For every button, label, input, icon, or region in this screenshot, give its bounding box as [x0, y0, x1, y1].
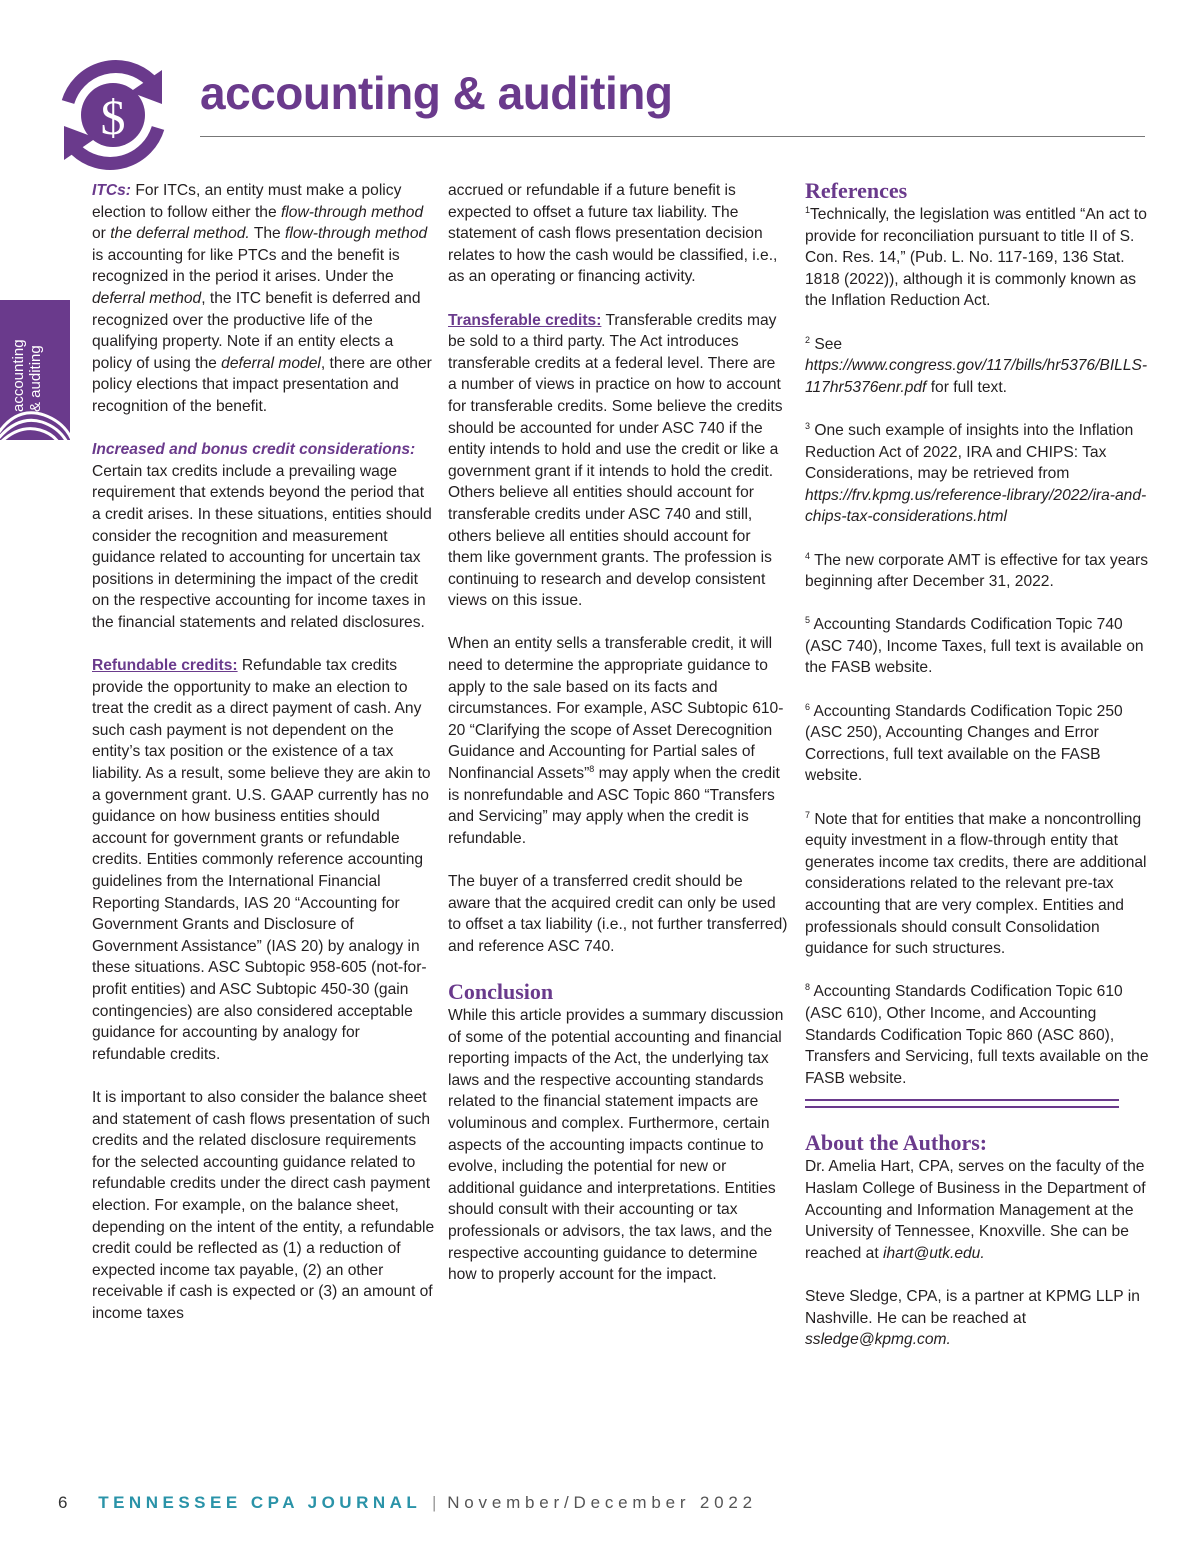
- page-footer: [58, 1493, 757, 1513]
- footnote-2: $^2$ See https://www.congress.gov/117/bills/hr5376/BILLS-117hr5376enr.pdf for full text.: [805, 334, 1148, 396]
- swirl-decoration-icon: [0, 400, 70, 440]
- column-2: [448, 180, 788, 1286]
- authors-heading: About the Authors:: [805, 1130, 988, 1156]
- transferable-credits-paragraph: Transferable credits: Transferable credits may be sold to a third party. The Act introduces transferable credits at a federal level. There are a number of views in practice on how to account for transferable credits. Some believe the credits should be accounted for under ASC 740 if the entity intends to hold and use the credit or like a government grant if it intends to hold the credit. Others believe all entities should account for transferable credits under ASC 740 and still, others believe all entities should account for them like government grants. The profession is continuing to research and develop consistent views on this issue.: [448, 311, 783, 610]
- side-tab-label: accounting & auditing: [10, 339, 44, 412]
- cash-flows-paragraph: accrued or refundable if a future benefit is expected to offset a future tax liability. The statement of cash flows presentation decision relates to how the cash would be classified, i.e., as an operating or financing activity.: [448, 182, 778, 286]
- header-divider: [200, 136, 1145, 137]
- section-side-tab: [0, 300, 70, 440]
- section-divider: [805, 1099, 1119, 1108]
- footnote-8: $^8$ Accounting Standards Codification Topic 610 (ASC 610), Other Income, and Accounting Standards Codification Topic 860 (ASC 860), Transfers and Servicing, full texts available on the FASB website.: [805, 982, 1149, 1087]
- issue-date: November/December 2022: [447, 1493, 757, 1512]
- column-1: [92, 180, 436, 1324]
- bonus-credit-paragraph: Increased and bonus credit considerations: Certain tax credits include a prevailing wage requirement that extends beyond the period that a credit arises. In these situations, entities should consider the recognition and measurement guidance related to accounting for uncertain tax positions in determining the impact of the credit on the respective accounting for income taxes in the financial statements and related disclosures.: [92, 441, 432, 631]
- journal-name: TENNESSEE CPA JOURNAL: [98, 1493, 422, 1512]
- footnote-4: $^4$ The new corporate AMT is effective for tax years beginning after December 31, 2022.: [805, 550, 1149, 591]
- footnote-6: $^6$ Accounting Standards Codification Topic 250 (ASC 250), Accounting Changes and Error Corrections, full text available on the FASB website.: [805, 701, 1123, 785]
- page-title: accounting & auditing: [200, 67, 673, 119]
- footnote-1: $^1$Technically, the legislation was entitled “An act to provide for reconciliation pursuant to title II of S. Con. Res. 14,” (Pub. L. No. 117-169, 136 Stat. 1818 (2022)), although it is commonly known as the Inflation Reduction Act.: [805, 205, 1147, 310]
- buyer-paragraph: The buyer of a transferred credit should be aware that the acquired credit can only be used to offset a tax liability (i.e., not further transferred) and reference ASC 740.: [448, 873, 788, 955]
- kpmg-link[interactable]: https://frv.kpmg.us/reference-library/2022/ira-and-chips-tax-considerations.html: [805, 486, 1147, 526]
- congress-link[interactable]: https://www.congress.gov/117/bills/hr5376/BILLS-117hr5376enr.pdf: [805, 357, 1148, 396]
- page-number: 6: [58, 1493, 68, 1512]
- author-hart: Dr. Amelia Hart, CPA, serves on the faculty of the Haslam College of Business in the Department of Accounting and Information Management at the University of Tennessee, Knoxville. She can be reached at ihart@utk.edu.: [805, 1158, 1146, 1262]
- refundable-credits-paragraph: Refundable credits: Refundable tax credits provide the opportunity to make an election to treat the credit as a direct payment of cash. Any such cash payment is not dependent on the entity’s tax position or the existence of a tax liability. As a result, some believe they are akin to a government grant. U.S. GAAP currently has no guidance on how business entities should account for government grants or refundable credits. Entities commonly reference accounting guidelines from the International Financial Reporting Standards, IAS 20 “Accounting for Government Grants and Disclosure of Government Assistance” (IAS 20) by analogy in these situations. ASC Subtopic 958-605 (not-for-profit entities) and ASC Subtopic 450-30 (gain contingencies) are also considered acceptable guidance for accounting by analogy for refundable credits.: [92, 657, 431, 1063]
- dollar-cycle-icon: [50, 52, 176, 178]
- svg-text:$: $: [100, 89, 126, 145]
- hart-email-link[interactable]: ihart@utk.edu.: [883, 1244, 985, 1262]
- footnote-5: $^5$ Accounting Standards Codification Topic 740 (ASC 740), Income Taxes, full text is available on the FASB website.: [805, 615, 1144, 677]
- itc-paragraph: ITCs: For ITCs, an entity must make a policy election to follow either the flow-through method or the deferral method. The flow-through method is accounting for like PTCs and the benefit is recognized in the period it arises. Under the deferral method, the ITC benefit is deferred and recognized over the productive life of the qualifying property. Note if an entity elects a policy of using the deferral model, there are other policy elections that impact presentation and recognition of the benefit.: [92, 182, 432, 415]
- conclusion-heading: Conclusion: [448, 978, 554, 1004]
- column-3: [805, 180, 1150, 1351]
- author-sledge: Steve Sledge, CPA, is a partner at KPMG LLP in Nashville. He can be reached at ssledge@kpmg.com.: [805, 1287, 1140, 1349]
- sale-paragraph: When an entity sells a transferable credit, it will need to determine the appropriate guidance to apply to the sale based on its facts and circumstances. For example, ASC Subtopic 610-20 “Clarifying the scope of Asset Derecognition Guidance and Accounting for Partial sales of Nonfinancial Assets”$^8$ may apply when the credit is nonrefundable and ASC Topic 860 “Transfers and Servicing” may apply when the credit is refundable.: [448, 635, 784, 847]
- sledge-email-link[interactable]: ssledge@kpmg.com.: [805, 1331, 951, 1349]
- footnote-7: $^7$ Note that for entities that make a noncontrolling equity investment in a flow-through entity that generates income tax credits, there are additional considerations related to the relevant pre-tax accounting that are very complex. Entities and professionals should consult Consolidation guidance for such structures.: [805, 809, 1147, 958]
- conclusion-paragraph: While this article provides a summary discussion of some of the potential accounting and financial reporting impacts of the Act, the underlying tax laws and the respective accounting standards related to the financial statement impacts are voluminous and complex. Furthermore, certain aspects of the accounting impacts continue to evolve, including the potential for new or additional guidance and interpretations. Entities should consult with their accounting or tax professionals or advisors, the tax laws, and the respective accounting guidance to determine how to properly account for the impact.: [448, 1006, 784, 1284]
- balance-sheet-paragraph: It is important to also consider the balance sheet and statement of cash flows presentation of such credits and the related disclosure requirements for the selected accounting guidance related to refundable credits under the direct cash payment election. For example, on the balance sheet, depending on the intent of the entity, a refundable credit could be reflected as (1) a reduction of expected income tax payable, (2) an other receivable if cash is expected or (3) an amount of income taxes: [92, 1088, 435, 1322]
- footer-separator: |: [432, 1493, 437, 1512]
- references-heading: References: [805, 178, 908, 203]
- footnote-3: $^3$ One such example of insights into the Inflation Reduction Act of 2022, IRA and CHIPS: Tax Considerations, may be retrieved from https://frv.kpmg.us/reference-library/2022/ira-and-chips-tax-considerations.html: [805, 420, 1147, 526]
